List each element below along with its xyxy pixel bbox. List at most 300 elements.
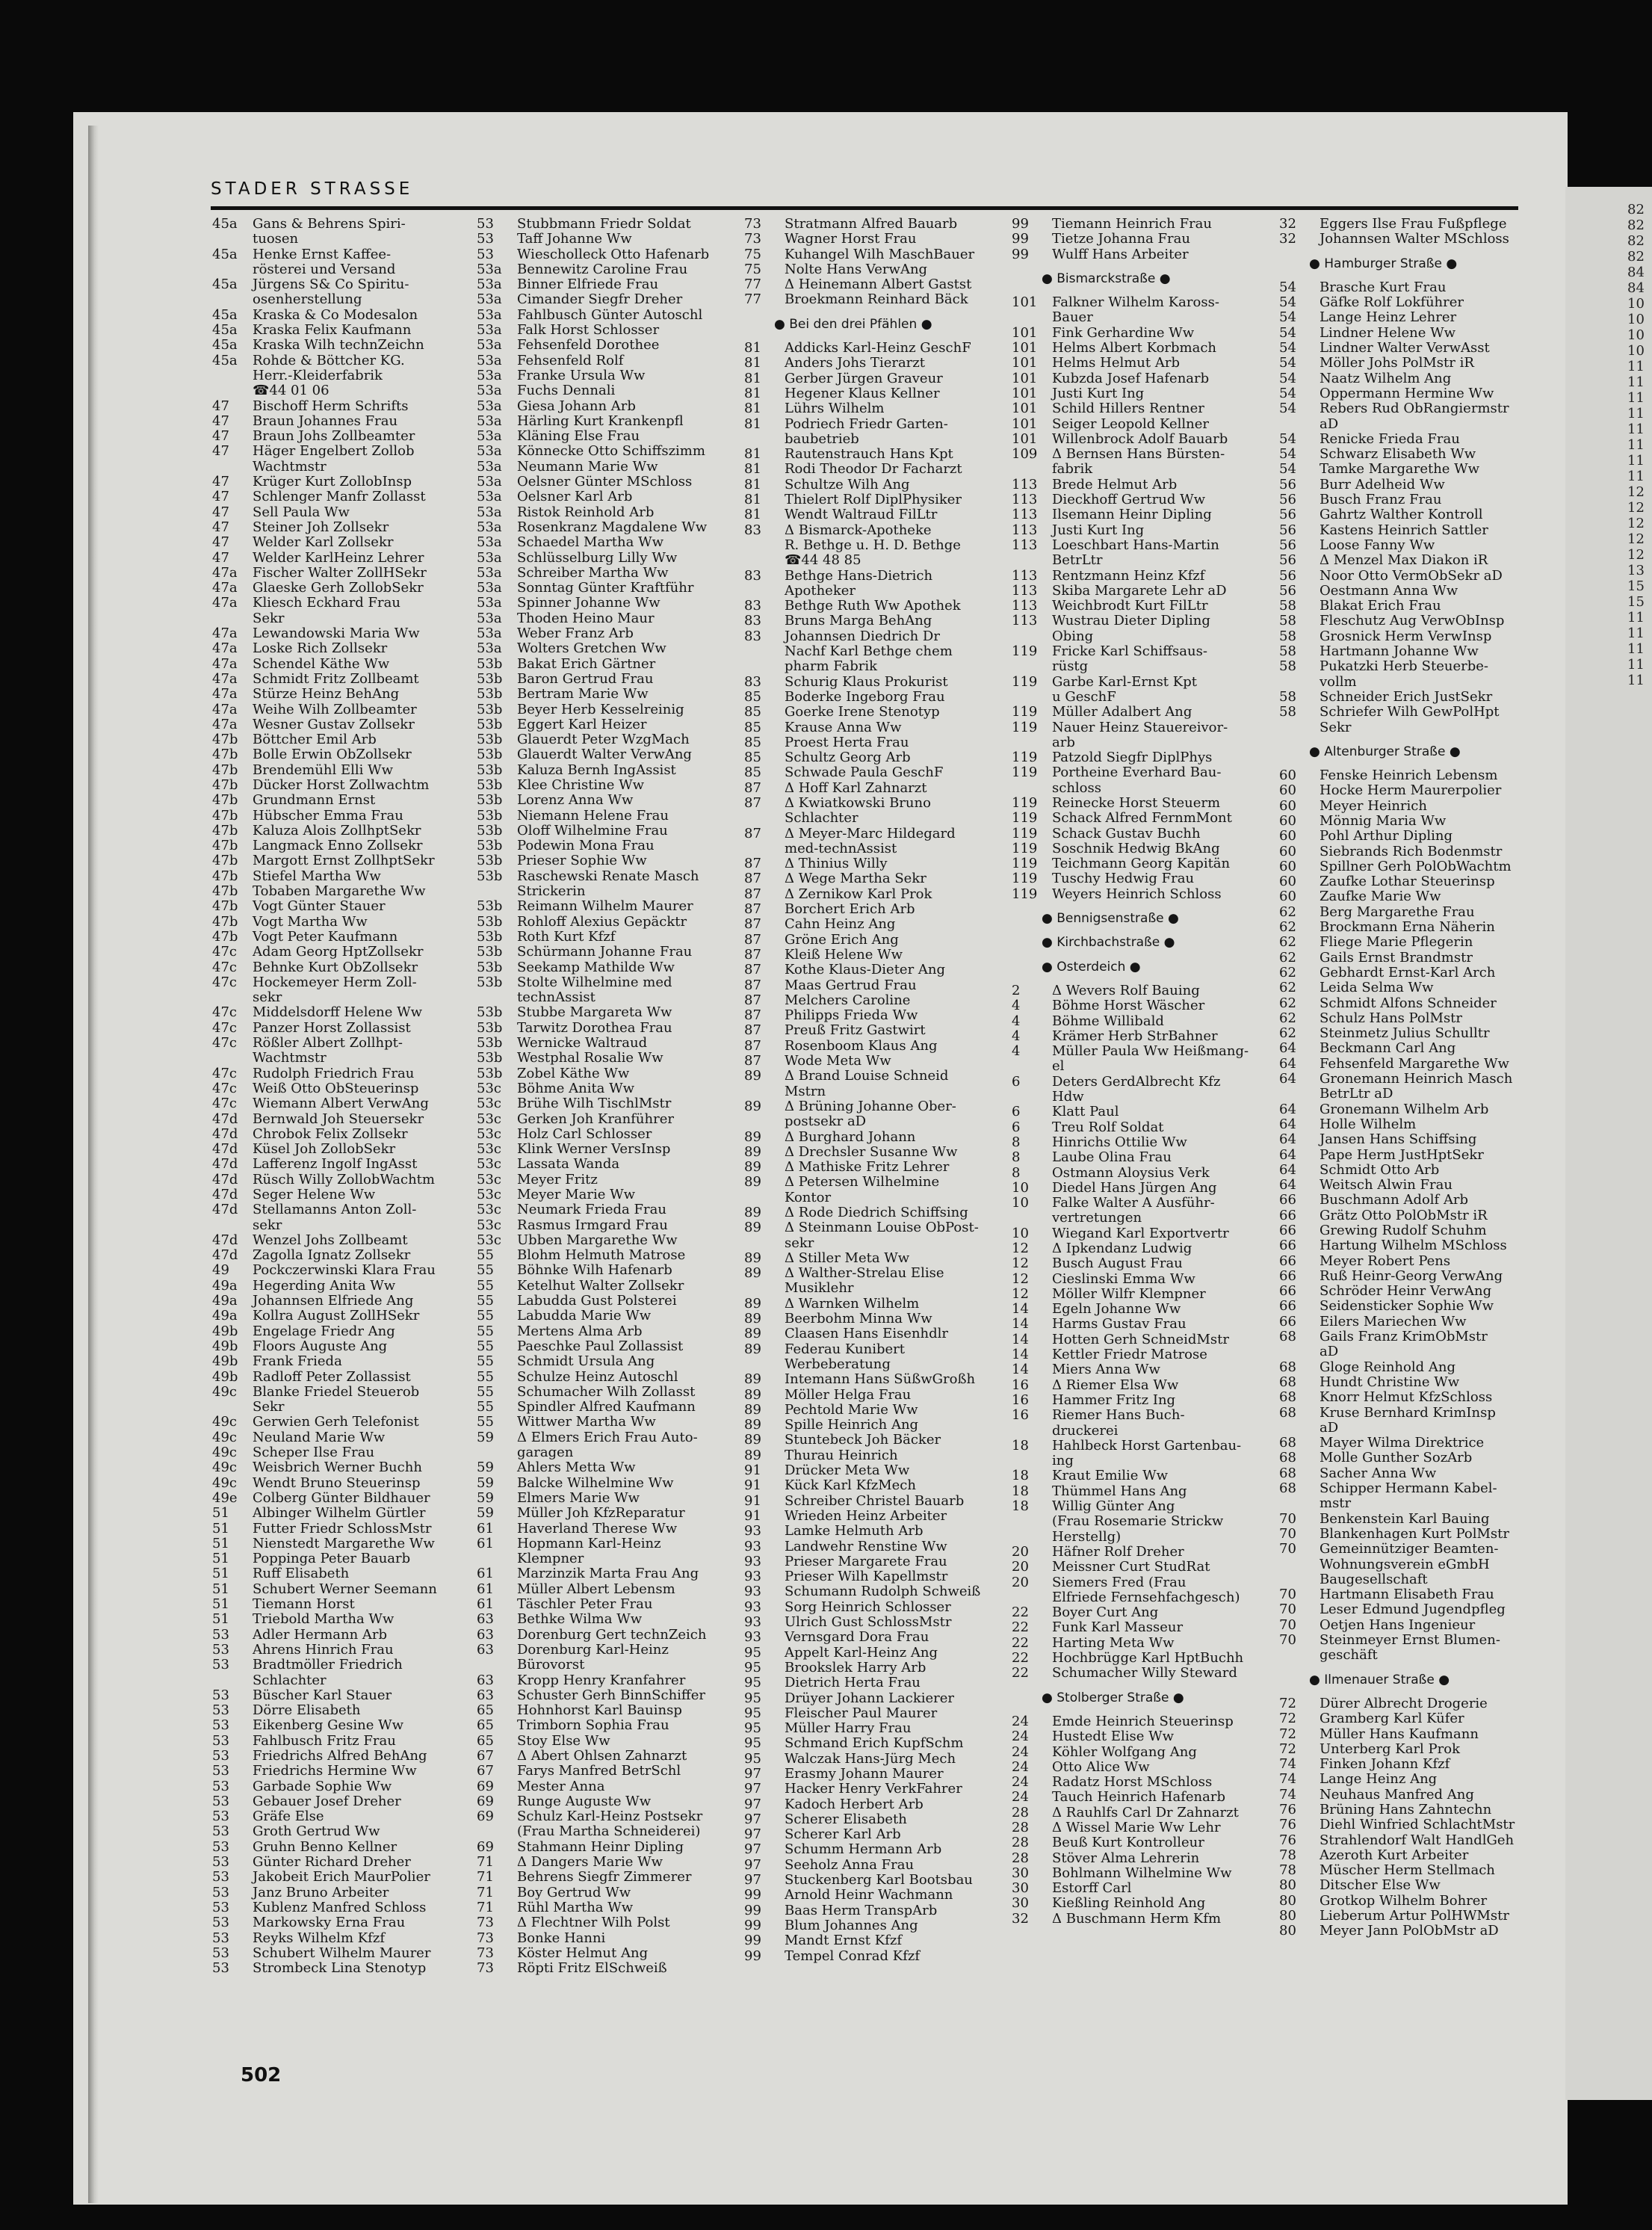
resident-entry: Hockemeyer Herm Zoll- xyxy=(253,975,417,990)
directory-entry xyxy=(477,657,738,672)
directory-entry xyxy=(744,1114,1006,1129)
house-number: 60 xyxy=(1279,844,1296,859)
resident-entry: Gerken Joh Kranführer xyxy=(517,1111,674,1127)
directory-entry xyxy=(744,507,1006,522)
resident-entry: Dorenburg Gert technZeich xyxy=(517,1627,707,1643)
directory-entry xyxy=(1012,841,1273,856)
facing-page-number: 13 xyxy=(1627,563,1645,578)
directory-entry xyxy=(744,1873,1006,1888)
resident-entry: Oelsner Karl Arb xyxy=(517,489,633,505)
house-number: 81 xyxy=(744,401,761,417)
facing-page-number: 11 xyxy=(1627,610,1645,626)
directory-entry xyxy=(744,1949,1006,1964)
directory-entry xyxy=(1012,232,1273,247)
resident-entry: Schack Gustav Buchh xyxy=(1052,826,1201,841)
directory-entry xyxy=(1012,765,1273,780)
resident-entry: Hinrichs Ottilie Ww xyxy=(1052,1134,1187,1150)
house-number: 99 xyxy=(1012,217,1029,232)
directory-entry xyxy=(477,1506,738,1521)
house-number: 58 xyxy=(1279,689,1296,705)
directory-entry xyxy=(1012,462,1273,477)
directory-entry xyxy=(1279,874,1526,889)
house-number: 49 xyxy=(212,1263,229,1279)
resident-entry: Loose Fanny Ww xyxy=(1320,537,1435,553)
resident-entry: Dürer Albrecht Drogerie xyxy=(1320,1696,1488,1711)
house-number: 28 xyxy=(1012,1850,1029,1866)
directory-entry xyxy=(212,1218,459,1233)
house-number: 64 xyxy=(1279,1102,1296,1117)
house-number: 81 xyxy=(744,447,761,463)
resident-entry: Preuß Fritz Gastwirt xyxy=(785,1023,926,1039)
directory-entry xyxy=(744,1220,1006,1235)
directory-entry xyxy=(477,475,738,489)
house-number: 53b xyxy=(477,1005,503,1021)
directory-entry xyxy=(1012,1620,1273,1635)
directory-entry xyxy=(212,566,459,581)
resident-entry: Hohnhorst Karl Bauinsp xyxy=(517,1703,682,1719)
directory-entry xyxy=(744,417,1006,432)
house-number: 28 xyxy=(1012,1820,1029,1835)
resident-entry: Farys Manfred BetrSchl xyxy=(517,1764,681,1779)
directory-entry xyxy=(1012,1439,1273,1454)
house-number: 113 xyxy=(1012,522,1038,538)
directory-entry xyxy=(212,869,459,884)
resident-entry: Schmidt Alfons Schneider xyxy=(1320,995,1497,1011)
resident-entry: Weyers Heinrich Schloss xyxy=(1052,886,1222,902)
house-number: 53c xyxy=(477,1081,501,1096)
resident-entry: Gebauer Josef Dreher xyxy=(253,1794,401,1809)
directory-entry xyxy=(744,827,1006,841)
house-number: 55 xyxy=(477,1294,494,1309)
directory-entry xyxy=(212,899,459,914)
house-number: 47c xyxy=(212,1036,237,1051)
resident-entry: Claasen Hans Eisenhdlr xyxy=(785,1326,949,1342)
directory-entry xyxy=(1279,1863,1526,1878)
resident-entry: Schendel Käthe Ww xyxy=(253,656,390,672)
house-number: 119 xyxy=(1012,674,1038,690)
directory-entry xyxy=(1279,1178,1526,1193)
house-number: 53c xyxy=(477,1202,501,1218)
house-number: 4 xyxy=(1012,1028,1021,1044)
house-number: 45a xyxy=(212,277,238,293)
directory-entry xyxy=(477,338,738,353)
directory-entry xyxy=(477,262,738,277)
directory-entry xyxy=(477,323,738,338)
resident-entry: Mayer Wilma Direktrice xyxy=(1320,1436,1485,1451)
directory-entry xyxy=(477,1628,738,1643)
house-number: 53 xyxy=(212,1658,229,1673)
directory-entry xyxy=(1012,1514,1273,1529)
house-number: 53c xyxy=(477,1096,501,1112)
resident-entry: Renicke Frieda Frau xyxy=(1320,431,1460,447)
directory-entry xyxy=(744,1297,1006,1312)
resident-entry: Rodi Theodor Dr Facharzt xyxy=(785,462,962,478)
resident-entry: Werbeberatung xyxy=(785,1356,891,1372)
house-number: 14 xyxy=(1012,1317,1029,1332)
resident-entry: Hacker Henry VerkFahrer xyxy=(785,1782,962,1797)
house-number: 53a xyxy=(477,444,502,460)
directory-entry xyxy=(212,763,459,778)
house-number: 63 xyxy=(477,1612,494,1628)
resident-entry: Schumacher Wilh Zollasst xyxy=(517,1384,696,1400)
directory-entry xyxy=(1012,1484,1273,1499)
house-number: 67 xyxy=(477,1748,494,1764)
resident-entry: Arnold Heinr Wachmann xyxy=(785,1888,953,1903)
house-number: 95 xyxy=(744,1736,761,1752)
house-number: 89 xyxy=(744,1069,761,1084)
directory-entry xyxy=(1279,599,1526,614)
house-number: 47b xyxy=(212,793,238,809)
house-number: 47 xyxy=(212,489,229,505)
resident-entry: Mester Anna xyxy=(517,1779,605,1794)
directory-entry xyxy=(212,1885,459,1900)
house-number: 53a xyxy=(477,550,502,566)
resident-entry: Sekr xyxy=(1320,720,1352,735)
directory-entry xyxy=(1012,1575,1273,1590)
resident-entry: Janz Bruno Arbeiter xyxy=(253,1885,389,1900)
house-number: 47 xyxy=(212,429,229,445)
resident-entry: sekr xyxy=(785,1235,814,1251)
directory-entry xyxy=(477,1187,738,1202)
house-number: 53a xyxy=(477,353,502,368)
directory-entry xyxy=(477,489,738,504)
house-number: 58 xyxy=(1279,659,1296,675)
resident-entry: Deters GerdAlbrecht Kfz xyxy=(1052,1074,1221,1090)
resident-entry: Diehl Winfried SchlachtMstr xyxy=(1320,1817,1515,1833)
directory-entry xyxy=(744,1433,1006,1448)
directory-entry xyxy=(477,505,738,520)
resident-entry: Ahrens Hinrich Frau xyxy=(253,1642,394,1658)
house-number: 55 xyxy=(477,1384,494,1400)
resident-entry: Drüyer Johann Lackierer xyxy=(785,1690,955,1706)
house-number: 54 xyxy=(1279,401,1296,417)
facing-page-number: 11 xyxy=(1627,421,1645,437)
house-number: 89 xyxy=(744,1250,761,1266)
house-number: 89 xyxy=(744,1448,761,1463)
directory-entry xyxy=(212,1536,459,1551)
house-number: 66 xyxy=(1279,1253,1296,1269)
house-number: 64 xyxy=(1279,1178,1296,1193)
resident-entry: Radatz Horst MSchloss xyxy=(1052,1775,1213,1791)
directory-entry xyxy=(744,1615,1006,1630)
directory-entry xyxy=(477,1370,738,1385)
directory-entry xyxy=(212,641,459,656)
directory-entry xyxy=(1279,829,1526,844)
house-number: 119 xyxy=(1012,826,1038,841)
resident-entry: Fehsenfeld Dorothee xyxy=(517,338,660,353)
facing-page-number: 11 xyxy=(1627,673,1645,688)
directory-entry xyxy=(477,1339,738,1354)
directory-entry xyxy=(477,1430,738,1445)
resident-entry: Diedel Hans Jürgen Ang xyxy=(1052,1180,1217,1196)
house-number: 49a xyxy=(212,1294,238,1309)
resident-entry: Δ Hoff Karl Zahnarzt xyxy=(785,780,927,796)
house-number: 95 xyxy=(744,1751,761,1767)
house-number: 72 xyxy=(1279,1711,1296,1727)
house-number: 47b xyxy=(212,884,238,900)
directory-entry xyxy=(212,1749,459,1764)
resident-entry: druckerei xyxy=(1052,1423,1119,1439)
resident-entry: Lührs Wilhelm xyxy=(785,401,885,417)
resident-entry: Leser Edmund Jugendpfleg xyxy=(1320,1602,1506,1618)
resident-entry: Treu Rolf Soldat xyxy=(1052,1119,1164,1135)
house-number: 47d xyxy=(212,1172,238,1187)
house-number: 53 xyxy=(477,232,494,247)
resident-entry: Niemann Helene Frau xyxy=(517,808,669,824)
house-number: 97 xyxy=(744,1766,761,1782)
resident-entry: Adler Hermann Arb xyxy=(253,1627,388,1643)
resident-entry: Müller Hans Kaufmann xyxy=(1320,1726,1479,1742)
house-number: 47 xyxy=(212,550,229,566)
directory-entry xyxy=(477,217,738,232)
resident-entry: Radloff Peter Zollassist xyxy=(253,1369,411,1385)
directory-entry xyxy=(1279,538,1526,553)
resident-entry: Schubert Werner Seemann xyxy=(253,1581,437,1597)
directory-entry xyxy=(744,1903,1006,1918)
resident-entry: schloss xyxy=(1052,780,1101,796)
house-number: 53a xyxy=(477,489,502,505)
resident-entry: Δ Mathiske Fritz Lehrer xyxy=(785,1160,950,1176)
street-heading: ● Altenburger Straße ● xyxy=(1309,744,1461,759)
directory-entry xyxy=(744,371,1006,386)
directory-entry xyxy=(744,1782,1006,1797)
resident-entry: Baugesellschaft xyxy=(1320,1572,1428,1587)
resident-entry: Kubzda Josef Hafenarb xyxy=(1052,371,1210,386)
directory-entry xyxy=(744,1569,1006,1584)
house-number: 119 xyxy=(1012,871,1038,887)
resident-entry: Leida Selma Ww xyxy=(1320,980,1434,996)
directory-entry xyxy=(212,778,459,793)
house-number: 8 xyxy=(1012,1150,1021,1166)
resident-entry: Möller Johs PolMstr iR xyxy=(1320,356,1474,371)
resident-entry: Fliege Marie Pflegerin xyxy=(1320,935,1473,951)
house-number: 74 xyxy=(1279,1787,1296,1803)
resident-entry: Runge Auguste Ww xyxy=(517,1794,652,1809)
directory-entry xyxy=(744,401,1006,416)
directory-entry xyxy=(744,1721,1006,1736)
directory-entry xyxy=(1279,569,1526,584)
house-number: 16 xyxy=(1012,1408,1029,1424)
resident-entry: Wenzel Johs Zollbeamt xyxy=(253,1232,408,1248)
facing-page-number: 12 xyxy=(1627,531,1645,547)
facing-page-number: 12 xyxy=(1627,547,1645,563)
house-number: 53 xyxy=(212,1824,229,1840)
house-number: 89 xyxy=(744,1341,761,1357)
directory-entry xyxy=(1012,675,1273,690)
resident-entry: Hotten Gerh SchneidMstr xyxy=(1052,1332,1229,1347)
resident-entry: Margott Ernst ZollhptSekr xyxy=(253,853,435,869)
house-number: 10 xyxy=(1012,1196,1029,1211)
directory-entry xyxy=(1012,750,1273,765)
resident-entry: (Frau Martha Schneiderei) xyxy=(517,1824,701,1840)
house-number: 53 xyxy=(212,1687,229,1703)
house-number: 53a xyxy=(477,519,502,535)
resident-entry: Falkner Wilhelm Kaross- xyxy=(1052,295,1219,311)
directory-entry xyxy=(1012,1806,1273,1820)
house-number: 32 xyxy=(1279,232,1296,247)
house-number: 49c xyxy=(212,1460,237,1476)
house-number: 10 xyxy=(1012,1180,1029,1196)
resident-entry: Engelage Friedr Ang xyxy=(253,1324,395,1339)
resident-entry: Federau Kunibert xyxy=(785,1341,905,1357)
directory-entry xyxy=(744,614,1006,628)
resident-entry: Δ Ipkendanz Ludwig xyxy=(1052,1241,1192,1256)
resident-entry: Holle Wilhelm xyxy=(1320,1116,1417,1132)
directory-entry xyxy=(1279,1421,1526,1436)
resident-entry: Bernwald Joh Steuersekr xyxy=(253,1111,424,1127)
house-number: 63 xyxy=(477,1627,494,1643)
resident-entry: Δ Wege Martha Sekr xyxy=(785,871,926,887)
resident-entry: Δ Menzel Max Diakon iR xyxy=(1320,553,1488,569)
house-number: 47 xyxy=(212,519,229,535)
house-number: 99 xyxy=(744,1903,761,1918)
house-number: 81 xyxy=(744,507,761,523)
resident-entry: Wolters Gretchen Ww xyxy=(517,641,666,657)
directory-entry xyxy=(1279,1254,1526,1269)
directory-entry xyxy=(1012,523,1273,538)
resident-entry: Melchers Caroline xyxy=(785,992,911,1008)
resident-entry: Grotkop Wilhelm Bohrer xyxy=(1320,1893,1488,1909)
directory-entry xyxy=(1012,1090,1273,1105)
resident-entry: Hartmann Johanne Ww xyxy=(1320,644,1479,660)
directory-entry xyxy=(1279,1223,1526,1238)
directory-entry xyxy=(744,1039,1006,1054)
resident-entry: Binner Elfriede Frau xyxy=(517,277,659,293)
house-number: 55 xyxy=(477,1248,494,1264)
directory-entry xyxy=(212,1370,459,1385)
directory-entry xyxy=(477,1658,738,1672)
resident-entry: Teichmann Georg Kapitän xyxy=(1052,856,1231,872)
resident-entry: Noor Otto VermObSekr aD xyxy=(1320,568,1503,584)
resident-entry: Balcke Wilhelmine Ww xyxy=(517,1475,674,1491)
house-number: 55 xyxy=(477,1369,494,1385)
directory-entry xyxy=(212,1324,459,1339)
resident-entry: Holz Carl Schlosser xyxy=(517,1126,652,1142)
directory-entry xyxy=(1012,1393,1273,1408)
directory-entry xyxy=(477,747,738,762)
resident-entry: Franke Ursula Ww xyxy=(517,368,646,383)
facing-page-number: 15 xyxy=(1627,578,1645,594)
resident-entry: Schreiber Christel Bauarb xyxy=(785,1493,965,1509)
directory-entry xyxy=(212,1354,459,1369)
house-number: 89 xyxy=(744,1220,761,1236)
directory-entry xyxy=(212,672,459,687)
resident-entry: Hochbrügge Karl HptBuchh xyxy=(1052,1651,1244,1667)
directory-entry xyxy=(1012,1332,1273,1347)
house-number: 64 xyxy=(1279,1147,1296,1163)
house-number: 53 xyxy=(212,1748,229,1764)
resident-entry: Schlenger Manfr Zollasst xyxy=(253,489,426,505)
house-number: 62 xyxy=(1279,1010,1296,1026)
directory-entry xyxy=(477,383,738,398)
resident-entry: Brendemühl Elli Ww xyxy=(253,762,394,778)
house-number: 99 xyxy=(744,1888,761,1903)
resident-entry: tuosen xyxy=(253,232,299,247)
directory-entry xyxy=(1012,1790,1273,1805)
resident-entry: Lewandowski Maria Ww xyxy=(253,626,420,642)
directory-entry xyxy=(212,884,459,899)
directory-entry xyxy=(477,399,738,414)
house-number: 97 xyxy=(744,1842,761,1858)
directory-entry xyxy=(1012,1745,1273,1760)
resident-entry: Kothe Klaus-Dieter Ang xyxy=(785,963,946,978)
resident-entry: Δ Heinemann Albert Gastst xyxy=(785,277,972,293)
directory-entry xyxy=(212,1309,459,1324)
resident-entry: Kraska Felix Kaufmann xyxy=(253,323,412,339)
resident-entry: Weisbrich Werner Buchh xyxy=(253,1460,422,1476)
house-number: 56 xyxy=(1279,568,1296,584)
house-number: 47 xyxy=(212,398,229,414)
directory-entry xyxy=(1012,1499,1273,1514)
house-number: 68 xyxy=(1279,1436,1296,1451)
directory-entry xyxy=(212,383,459,398)
house-number: 49c xyxy=(212,1475,237,1491)
resident-entry: Walczak Hans-Jürg Mech xyxy=(785,1751,956,1767)
resident-entry: Baas Herm TranspArb xyxy=(785,1903,938,1918)
house-number: 47c xyxy=(212,1096,237,1112)
resident-entry: Skiba Margarete Lehr aD xyxy=(1052,583,1227,599)
directory-entry xyxy=(212,1294,459,1309)
directory-entry xyxy=(212,1081,459,1096)
resident-entry: Garbe Karl-Ernst Kpt xyxy=(1052,674,1197,690)
house-number: 55 xyxy=(477,1309,494,1324)
directory-entry xyxy=(1012,735,1273,750)
house-number: 45a xyxy=(212,323,238,339)
house-number: 53b xyxy=(477,853,503,869)
house-number: 99 xyxy=(744,1948,761,1964)
house-number: 53b xyxy=(477,671,503,687)
house-number: 53b xyxy=(477,717,503,732)
directory-entry xyxy=(744,1888,1006,1903)
directory-entry xyxy=(212,1551,459,1566)
resident-entry: Δ Walther-Strelau Elise xyxy=(785,1266,944,1282)
house-number: 53b xyxy=(477,687,503,702)
directory-entry xyxy=(1012,1912,1273,1927)
resident-entry: Möller Wilfr Klempner xyxy=(1052,1286,1206,1302)
house-number: 81 xyxy=(744,386,761,401)
house-number: 53b xyxy=(477,1066,503,1081)
house-number: 47 xyxy=(212,475,229,490)
house-number: 49c xyxy=(212,1415,237,1430)
house-number: 53b xyxy=(477,929,503,945)
resident-entry: Fehsenfeld Rolf xyxy=(517,353,624,368)
house-number: 56 xyxy=(1279,477,1296,492)
house-number: 53 xyxy=(212,1642,229,1658)
house-number: 47b xyxy=(212,853,238,869)
directory-entry xyxy=(477,1081,738,1096)
house-number: 68 xyxy=(1279,1481,1296,1497)
resident-entry: Albinger Wilhelm Gürtler xyxy=(253,1506,426,1522)
resident-entry: Schreiber Martha Ww xyxy=(517,565,669,581)
directory-entry xyxy=(477,1021,738,1036)
house-number: 47d xyxy=(212,1202,238,1218)
directory-entry xyxy=(1012,1590,1273,1605)
resident-entry: Klempner xyxy=(517,1551,584,1567)
resident-entry: Panzer Horst Zollassist xyxy=(253,1020,411,1036)
house-number: 51 xyxy=(212,1536,229,1551)
directory-entry xyxy=(744,1008,1006,1023)
directory-entry xyxy=(1279,1894,1526,1909)
resident-entry: Δ Rode Diedrich Schiffsing xyxy=(785,1205,968,1220)
house-number: 119 xyxy=(1012,720,1038,735)
house-number: 51 xyxy=(212,1521,229,1536)
resident-entry: aD xyxy=(1320,1420,1339,1436)
resident-entry: Fink Gerhardine Ww xyxy=(1052,325,1195,341)
resident-entry: Gröne Erich Ang xyxy=(785,932,899,948)
house-number: 87 xyxy=(744,886,761,902)
directory-entry xyxy=(744,796,1006,811)
resident-entry: Kaluza Alois ZollhptSekr xyxy=(253,823,421,838)
